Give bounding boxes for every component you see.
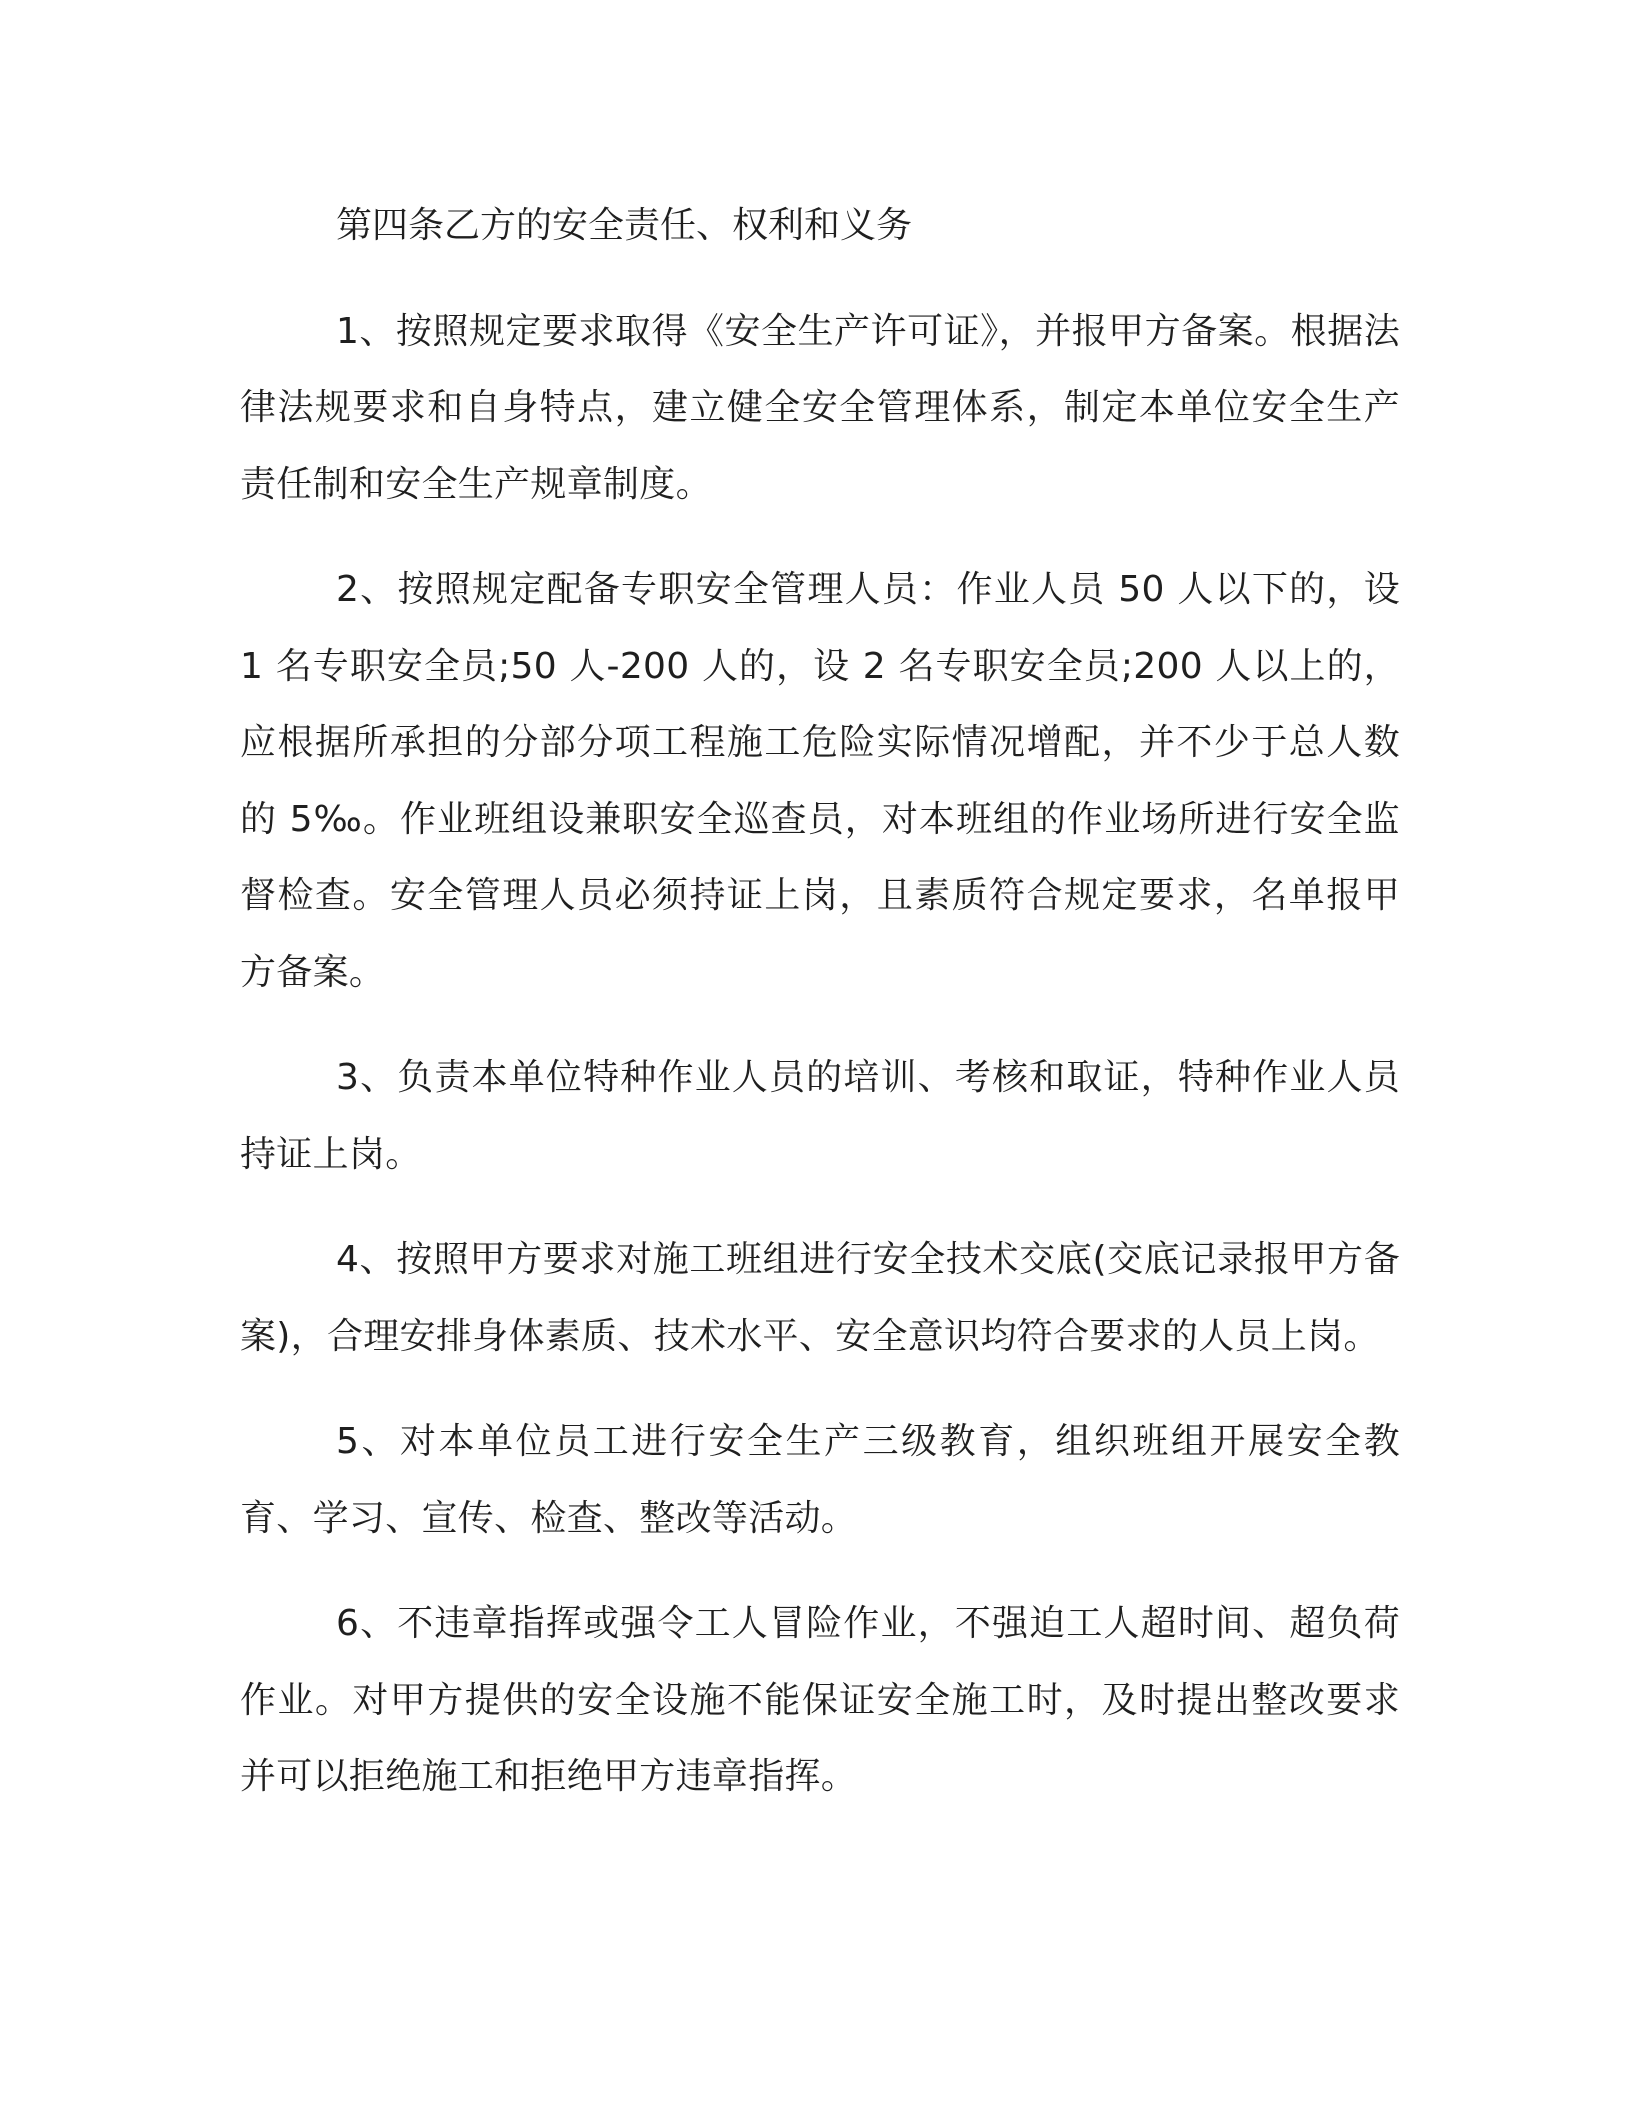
clause-6: 6、不违章指挥或强令工人冒险作业，不强迫工人超时间、超负荷作业。对甲方提供的安全设施不能保证安全施工时，及时提出整改要求并可以拒绝施工和拒绝甲方违章指挥。 [240,1603,1400,1797]
article-heading: 第四条乙方的安全责任、权利和义务 [336,205,913,246]
clause-3: 3、负责本单位特种作业人员的培训、考核和取证，特种作业人员持证上岗。 [240,1057,1400,1175]
document-body [240,188,1400,1845]
clause-4: 4、按照甲方要求对施工班组进行安全技术交底(交底记录报甲方备案)，合理安排身体素质、技术水平、安全意识均符合要求的人员上岗。 [240,1239,1400,1357]
clause-5: 5、对本单位员工进行安全生产三级教育，组织班组开展安全教育、学习、宣传、检查、整改等活动。 [240,1421,1400,1539]
clause-2: 2、按照规定配备专职安全管理人员：作业人员 50 人以下的，设 1 名专职安全员;50 人-200 人的，设 2 名专职安全员;200 人以上的，应根据所承担的分部分项工程施工危险实际情况增配，并不少于总人数的 5‰。作业班组设兼职安全巡查员，对本班组的作业场所进行安全监督检查。安全管理人员必须持证上岗，且素质符合规定要求，名单报甲方备案。 [240,569,1400,993]
clause-1: 1、按照规定要求取得《安全生产许可证》，并报甲方备案。根据法律法规要求和自身特点，建立健全安全管理体系，制定本单位安全生产责任制和安全生产规章制度。 [240,310,1400,505]
